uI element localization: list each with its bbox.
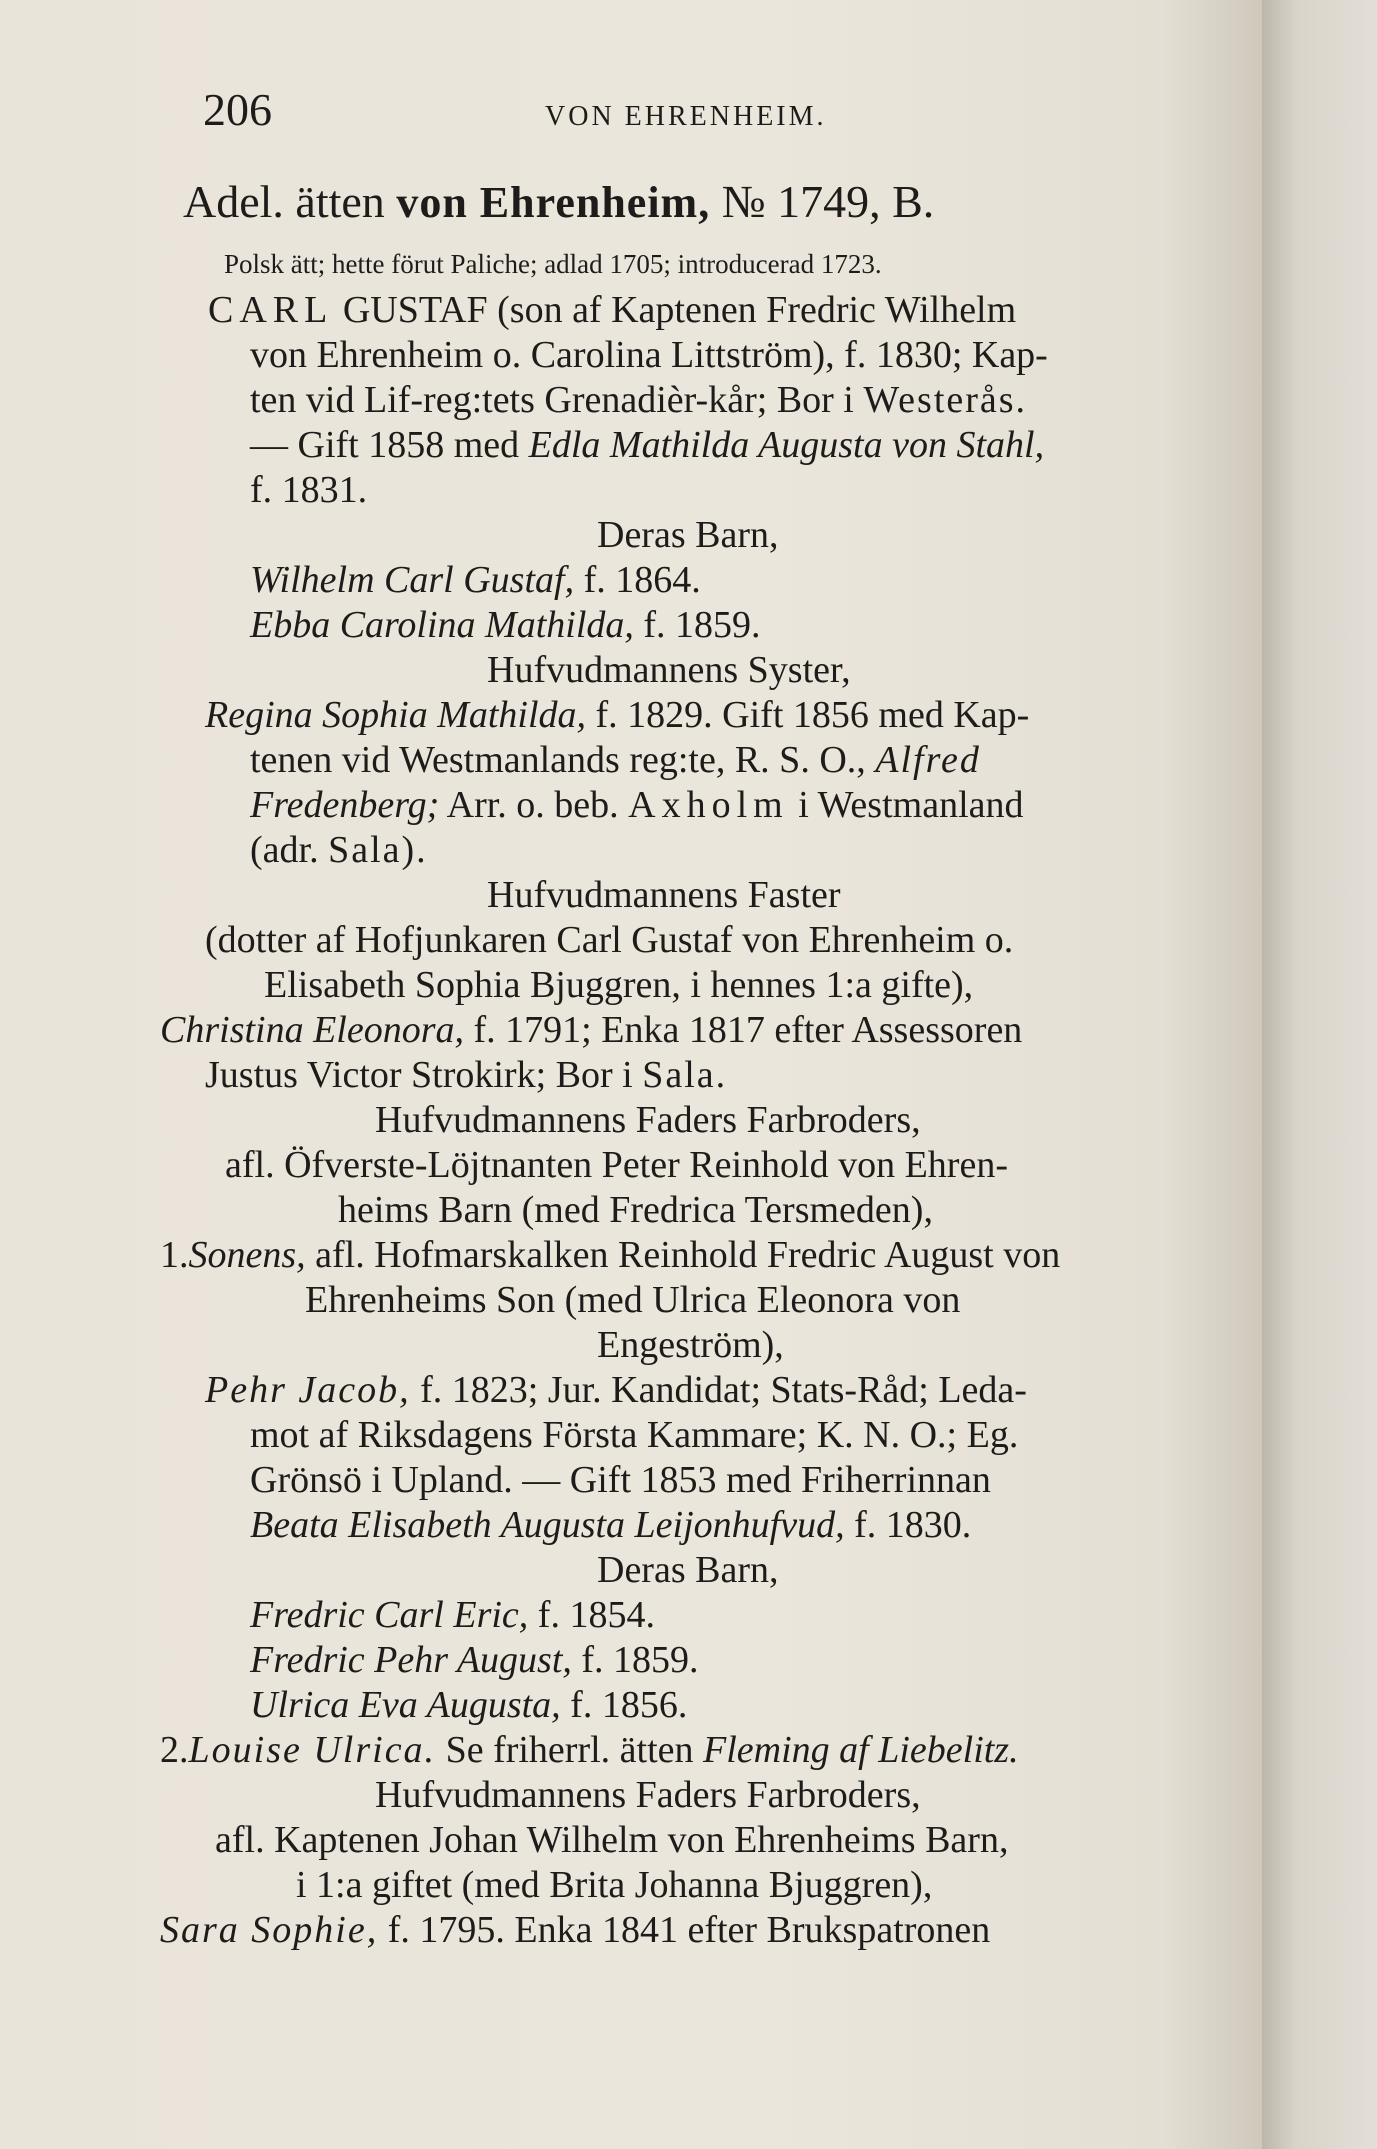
branch2-heading: Hufvudmannens Faders Farbroders, [375, 1774, 921, 1816]
family-intro: Polsk ätt; hette förut Paliche; adlad 1705; introducerad 1723. [224, 249, 882, 279]
aunt-line-4 [205, 1053, 727, 1097]
sister-line-2 [250, 738, 981, 782]
child-born: f. 1864. [583, 559, 701, 601]
head-line-2: von Ehrenheim o. Carolina Littström), f. 1830; Kap- [250, 334, 1048, 376]
item2-name: Louise Ulrica. [188, 1729, 437, 1771]
sister-line-1 [205, 693, 1029, 737]
grandchild-name: Fredric Carl Eric, [250, 1594, 529, 1636]
sister-text-3: Arr. o. beb. [446, 784, 619, 826]
grandchild-born: f. 1854. [537, 1594, 655, 1636]
son-line-4 [250, 1503, 971, 1547]
son-line-1 [205, 1368, 1027, 1412]
head-spouse: Edla Mathilda Augusta von Stahl, [528, 424, 1045, 466]
item2-number: 2. [160, 1729, 189, 1771]
sister-spouse-last: Fredenberg; [250, 784, 440, 826]
head-text-3a: ten vid Lif-reg:tets Grenadièr-kår; Bor i [250, 379, 854, 421]
sister-address: Sala). [328, 829, 428, 871]
head-line-4 [250, 423, 1044, 467]
aunt-text-3: f. 1791; Enka 1817 efter Assessoren [473, 1009, 1023, 1051]
grandchild-born: f. 1859. [581, 1639, 699, 1681]
aunt-line-1: (dotter af Hofjunkaren Carl Gustaf von Ehrenheim o. [205, 919, 1014, 961]
branch2-text-3: f. 1795. Enka 1841 efter Brukspatronen [387, 1909, 991, 1951]
aunt-line-2: Elisabeth Sophia Bjuggren, i hennes 1:a gifte), [264, 964, 974, 1006]
head-line-3 [250, 378, 1027, 422]
grandchild-entry [250, 1638, 699, 1682]
sister-estate: Axholm [628, 784, 789, 826]
branch1-children-heading: Deras Barn, [597, 1549, 779, 1591]
sister-heading: Hufvudmannens Syster, [487, 649, 851, 691]
sister-line-4 [250, 828, 428, 872]
child-name: Ebba Carolina Mathilda, [250, 604, 634, 646]
grandchild-name: Ulrica Eva Augusta, [250, 1684, 561, 1726]
grandchild-entry [250, 1683, 687, 1727]
aunt-text-4: Justus Victor Strokirk; Bor i [205, 1054, 633, 1096]
branch2-line-3 [160, 1908, 990, 1952]
grandchild-entry [250, 1593, 655, 1637]
child-name: Wilhelm Carl Gustaf, [250, 559, 575, 601]
branch2-name: Sara Sophie, [160, 1909, 379, 1951]
branch1-heading: Hufvudmannens Faders Farbroders, [375, 1099, 921, 1141]
branch2-line-2: i 1:a giftet (med Brita Johanna Bjuggren), [296, 1864, 933, 1906]
family-title [183, 176, 935, 227]
sister-line-3 [250, 783, 1024, 827]
running-head: VON EHRENHEIM. [545, 101, 827, 132]
grandchild-name: Fredric Pehr August, [250, 1639, 572, 1681]
item2-text: Se friherrl. ätten [445, 1729, 694, 1771]
branch1-item-2 [160, 1728, 1019, 1772]
head-text-1: GUSTAF (son af Kaptenen Fredric Wilhelm [342, 289, 1017, 331]
aunt-name: Christina Eleonora, [160, 1009, 465, 1051]
title-number: № 1749, B. [721, 176, 935, 227]
son-name: Pehr Jacob, [205, 1369, 411, 1411]
sister-text-1: f. 1829. Gift 1856 med Kap- [595, 694, 1030, 736]
branch1-line-2: heims Barn (med Fredrica Tersmeden), [338, 1189, 933, 1231]
head-name: CARL [208, 289, 334, 331]
page-gutter-edge [1262, 0, 1377, 2149]
branch1-sub-label: Sonens, [188, 1234, 306, 1276]
branch1-line-3 [160, 1233, 1060, 1277]
son-line-3: Grönsö i Upland. — Gift 1853 med Friherrinnan [250, 1459, 991, 1501]
son-line-2: mot af Riksdagens Första Kammare; K. N. O.; Eg. [250, 1414, 1019, 1456]
branch2-line-1: afl. Kaptenen Johan Wilhelm von Ehrenheims Barn, [215, 1819, 1009, 1861]
child-entry [250, 603, 761, 647]
branch1-line-1: afl. Öfverste-Löjtnanten Peter Reinhold von Ehren- [225, 1144, 1008, 1186]
title-prefix: Adel. ätten [183, 176, 385, 227]
sister-text-2: tenen vid Westmanlands reg:te, R. S. O., [250, 739, 866, 781]
son-spouse-born: f. 1830. [854, 1504, 972, 1546]
child-entry [250, 558, 701, 602]
sister-name: Regina Sophia Mathilda, [205, 694, 587, 736]
aunt-residence: Sala. [642, 1054, 728, 1096]
aunt-heading: Hufvudmannens Faster [487, 874, 841, 916]
head-line-5: f. 1831. [250, 469, 368, 511]
children-heading: Deras Barn, [597, 514, 779, 556]
branch1-text-3: afl. Hofmarskalken Reinhold Fredric August von [315, 1234, 1061, 1276]
title-family-name: von Ehrenheim, [396, 178, 711, 227]
head-residence: Westerås. [863, 379, 1028, 421]
head-line-1 [208, 288, 1016, 332]
branch1-sub-number: 1. [160, 1234, 189, 1276]
sister-text-4: (adr. [250, 829, 319, 871]
branch1-line-5: Engeström), [597, 1324, 784, 1366]
son-spouse: Beata Elisabeth Augusta Leijonhufvud, [250, 1504, 845, 1546]
page-number: 206 [203, 84, 272, 135]
child-born: f. 1859. [643, 604, 761, 646]
aunt-line-3 [160, 1008, 1022, 1052]
grandchild-born: f. 1856. [570, 1684, 688, 1726]
sister-region: i Westmanland [798, 784, 1024, 826]
branch1-line-4: Ehrenheims Son (med Ulrica Eleonora von [305, 1279, 961, 1321]
sister-spouse-first: Alfred [875, 739, 981, 781]
son-text-1: f. 1823; Jur. Kandidat; Stats-Råd; Leda- [420, 1369, 1027, 1411]
item2-reference: Fleming af Liebelitz. [703, 1729, 1019, 1771]
head-text-4a: — Gift 1858 med [250, 424, 520, 466]
